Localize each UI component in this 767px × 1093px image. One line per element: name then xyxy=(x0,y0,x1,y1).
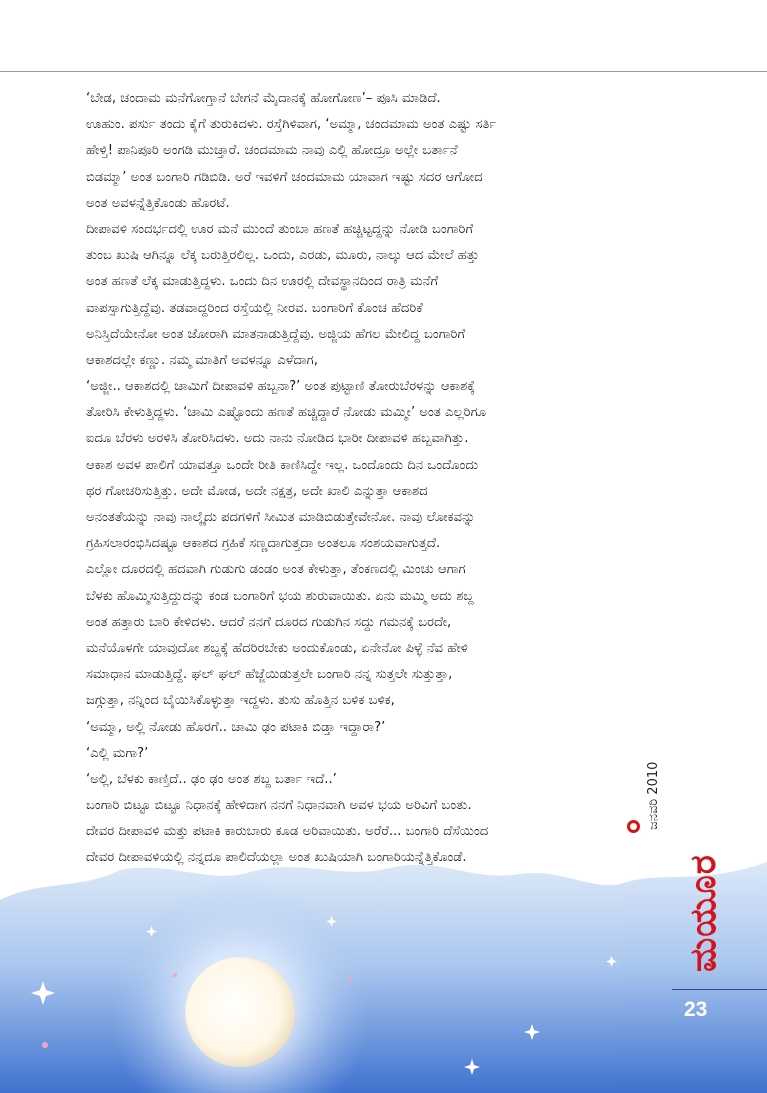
text-line: ಬಿಡಮ್ಮಾ’ ಅಂತ ಬಂಗಾರಿ ಗಡಿಬಿಡಿ. ಅರೆ ಇವಳಿಗೆ ಚಂದಮಾಮ ಯಾವಾಗ ಇಷ್ಟು ಸದರ ಆಗೋದ xyxy=(86,169,483,185)
moon xyxy=(185,957,295,1067)
text-line: ಐದೂ ಬೆರಳು ಅರಳಿಸಿ ತೋರಿಸಿದಳು. ಅದು ನಾನು ನೋಡಿದ ಭಾರೀ ದೀಪಾವಳಿ ಹಬ್ಬವಾಗಿತ್ತು. xyxy=(86,431,469,447)
text-line: ಹೇಳ್ತಿ! ಪಾನಿಪೂರಿ ಅಂಗಡಿ ಮುಚ್ತಾರೆ. ಚಂದಮಾಮ ನಾವು ಎಲ್ಲಿ ಹೋದ್ರೂ ಅಲ್ಲೇ ಬರ್ತಾನೆ xyxy=(86,143,458,159)
pink-star-icon xyxy=(348,978,352,982)
text-line: ಜಗ್ಗುತ್ತಾ, ನನ್ನಿಂದ ಬೈಯಿಸಿಕೊಳ್ಳುತ್ತಾ ಇದ್ದಳು. ತುಸು ಹೊತ್ತಿನ ಬಳಿಕ ಬಳಿಕ, xyxy=(86,693,395,709)
text-line: ಬಂಗಾರಿ ಬಿಟ್ಟೂ ಬಿಟ್ಟೂ ನಿಧಾನಕ್ಕೆ ಹೇಳಿದಾಗ ನನಗೆ ನಿಧಾನವಾಗಿ ಅವಳ ಭಯ ಅರಿವಿಗೆ ಬಂತು. xyxy=(86,798,472,814)
ring-icon xyxy=(627,820,640,833)
text-line: ವಾಪಸ್ಸಾಗುತ್ತಿದ್ದೆವು. ತಡವಾದ್ದರಿಂದ ರಸ್ತೆಯಲ್ಲಿ ನೀರವ. ಬಂಗಾರಿಗೆ ಕೊಂಚ ಹೆದರಿಕೆ xyxy=(86,300,423,316)
text-line: ಸಮಾಧಾನ ಮಾಡುತ್ತಿದ್ದೆ. ಘಲ್ ಘಲ್ ಹೆಜ್ಜೆಯಿಡುತ್ತಲೇ ಬಂಗಾರಿ ನನ್ನ ಸುತ್ತಲೇ ಸುತ್ತುತ್ತಾ, xyxy=(86,667,453,683)
pink-star-icon xyxy=(173,973,177,977)
text-line: ಮನೆಯೊಳಗೇ ಯಾವುದೋ ಶಬ್ದಕ್ಕೆ ಹೆದರಿರಬೇಕು ಅಂದುಕೊಂಡು, ಏನೇನೋ ಪಿಳ್ಳೆ ನೆವ ಹೇಳಿ xyxy=(86,640,468,656)
text-line: ಆಕಾಶದಲ್ಲೇ ಕಣ್ಣು. ನಮ್ಮ ಮಾತಿಗೆ ಅವಳನ್ನೂ ಎಳೆದಾಗ, xyxy=(86,352,318,368)
text-line: ‘ಅಮ್ಮಾ, ಅಲ್ಲಿ ನೋಡು ಹೊರಗೆ.. ಚಾಮಿ ಢಂ ಪಟಾಕಿ ಬಿಡ್ತಾ ಇದ್ದಾರಾ?’ xyxy=(86,719,386,735)
magazine-masthead: ಮಯೂರ xyxy=(683,854,724,972)
text-line: ‘ಎಲ್ಲಿ ಮಗಾ?’ xyxy=(86,745,149,761)
article-body xyxy=(86,86,642,872)
text-line: ಅನಿಸ್ತಿದೆಯೇನೋ ಅಂತ ಜೋರಾಗಿ ಮಾತನಾಡುತ್ತಿದ್ದೆವು. ಅಜ್ಜಿಯ ಹೆಗಲ ಮೇಲಿದ್ದ ಬಂಗಾರಿಗೆ xyxy=(86,326,466,342)
text-line: ಊಹುಂ. ಪರ್ಸು ತಂದು ಕೈಗೆ ತುರುಕಿದಳು. ರಸ್ತೆಗಿಳಿವಾಗ, ‘ಅಮ್ಮಾ, ಚಂದಮಾಮ ಅಂತ ಎಷ್ಟು ಸರ್ತಿ xyxy=(86,117,497,133)
top-rule xyxy=(0,71,767,72)
text-line: ತೋರಿಸಿ ಕೇಳುತ್ತಿದ್ದಳು. ‘ಚಾಮಿ ಎಷ್ಟೊಂದು ಹಣತೆ ಹಚ್ಚಿದ್ದಾರೆ ನೋಡು ಮಮ್ಮೀ’ ಅಂತ ಎಲ್ಲರಿಗೂ xyxy=(86,405,487,421)
pink-star-icon xyxy=(42,1042,48,1048)
issue-date: ಜನವರಿ 2010 xyxy=(646,761,661,830)
text-line: ‘ಅಜ್ಜೀ.. ಆಕಾಶದಲ್ಲಿ ಚಾಮಿಗೆ ದೀಪಾವಳಿ ಹಬ್ಬನಾ?’ ಅಂತ ಪುಟ್ಟಾಣಿ ತೋರುಬೆರಳನ್ನು ಆಕಾಶಕ್ಕೆ xyxy=(86,379,476,395)
text-line: ಅನಂತತೆಯನ್ನು ನಾವು ನಾಲ್ಕೈದು ಪದಗಳಿಗೆ ಸೀಮಿತ ಮಾಡಿಬಿಡುತ್ತೇವೇನೋ. ನಾವು ಲೋಕವನ್ನು xyxy=(86,510,476,525)
text-line: ಗ್ರಹಿಸಲಾರಂಭಿಸಿದಷ್ಟೂ ಆಕಾಶದ ಗ್ರಹಿಕೆ ಸಣ್ಣದಾಗುತ್ತದಾ ಅಂತಲೂ ಸಂಶಯವಾಗುತ್ತದೆ. xyxy=(86,536,441,552)
text-line: ಅಂತ ಹತ್ತಾರು ಬಾರಿ ಕೇಳಿದಳು. ಆದರೆ ನನಗೆ ದೂರದ ಗುಡುಗಿನ ಸದ್ದು ಗಮನಕ್ಕೆ ಬರದೇ, xyxy=(86,614,452,630)
night-sky-illustration xyxy=(0,860,767,1093)
text-line: ‘ಅಲ್ಲಿ, ಬೆಳಕು ಕಾಣ್ತಿದೆ.. ಢಂ ಢಂ ಅಂತ ಶಬ್ದ ಬರ್ತಾ ಇದೆ..’ xyxy=(86,771,337,787)
text-line: ಅಂತ ಅವಳನ್ನೆತ್ತಿಕೊಂಡು ಹೊರಟೆ. xyxy=(86,195,230,211)
sidebar-rule xyxy=(672,989,767,990)
text-line: ಆಕಾಶ ಅವಳ ಪಾಲಿಗೆ ಯಾವತ್ತೂ ಒಂದೇ ರೀತಿ ಕಾಣಿಸಿದ್ದೇ ಇಲ್ಲ. ಒಂದೊಂದು ದಿನ ಒಂದೊಂದು xyxy=(86,457,479,473)
text-line: ತುಂಬ ಖುಷಿ ಆಗಿನ್ನೂ ಲೆಕ್ಕ ಬರುತ್ತಿರಲಿಲ್ಲ. ಒಂದು, ಎರಡು, ಮೂರು, ನಾಲ್ಕು ಆದ ಮೇಲೆ ಹತ್ತು xyxy=(86,248,480,264)
text-line: ದೇವರ ದೀಪಾವಳಿ ಮತ್ತು ಪಟಾಕಿ ಕಾರುಬಾರು ಕೂಡ ಅರಿವಾಯಿತು. ಅರೆರೆ... ಬಂಗಾರಿ ದೆಸೆಯಿಂದ xyxy=(86,824,489,840)
text-line: ದೇವರ ದೀಪಾವಳಿಯಲ್ಲಿ ನನ್ನದೂ ಪಾಲಿದೆಯಲ್ಲಾ ಅಂತ ಖುಷಿಯಾಗಿ ಬಂಗಾರಿಯನ್ನೆತ್ತಿಕೊಂಡೆ. xyxy=(86,850,467,866)
text-line: ಥರ ಗೋಚರಿಸುತ್ತಿತ್ತು. ಅದೇ ಮೋಡ, ಅದೇ ನಕ್ಷತ್ರ, ಅದೇ ಖಾಲಿ ಎನ್ನುತ್ತಾ ಆಕಾಶದ xyxy=(86,483,428,499)
text-line: ಎಲ್ಲೋ ದೂರದಲ್ಲಿ ಹದವಾಗಿ ಗುಡುಗು ಡಂಡಂ ಅಂತ ಕೇಳುತ್ತಾ, ತೆಂಕಣದಲ್ಲಿ ಮಿಂಚು ಆಗಾಗ xyxy=(86,562,466,578)
text-line: ಅಂತ ಹಣತೆ ಲೆಕ್ಕ ಮಾಡುತ್ತಿದ್ದಳು. ಒಂದು ದಿನ ಊರಲ್ಲಿ ದೇವಸ್ಥಾನದಿಂದ ರಾತ್ರಿ ಮನೆಗೆ xyxy=(86,274,439,290)
text-line: ದೀಪಾವಳಿ ಸಂದರ್ಭದಲ್ಲಿ ಊರ ಮನೆ ಮುಂದೆ ತುಂಬಾ ಹಣತೆ ಹಚ್ಚಿಟ್ಟದ್ದನ್ನು ನೋಡಿ ಬಂಗಾರಿಗೆ xyxy=(86,221,474,237)
text-line: ‘ಬೇಡ, ಚಂದಾಮ ಮನೆಗೋಗ್ತಾನೆ ಬೇಗನೆ ಮೈದಾನಕ್ಕೆ ಹೋಗೋಣ’– ಪೂಸಿ ಮಾಡಿದೆ. xyxy=(86,91,441,106)
page-number: 23 xyxy=(684,998,708,1021)
text-line: ಬೆಳಕು ಹೊಮ್ಮಿಸುತ್ತಿದ್ದುದನ್ನು ಕಂಡ ಬಂಗಾರಿಗೆ ಭಯ ಶುರುವಾಯಿತು. ಏನು ಮಮ್ಮಿ ಅದು ಶಬ್ದ xyxy=(86,588,474,604)
